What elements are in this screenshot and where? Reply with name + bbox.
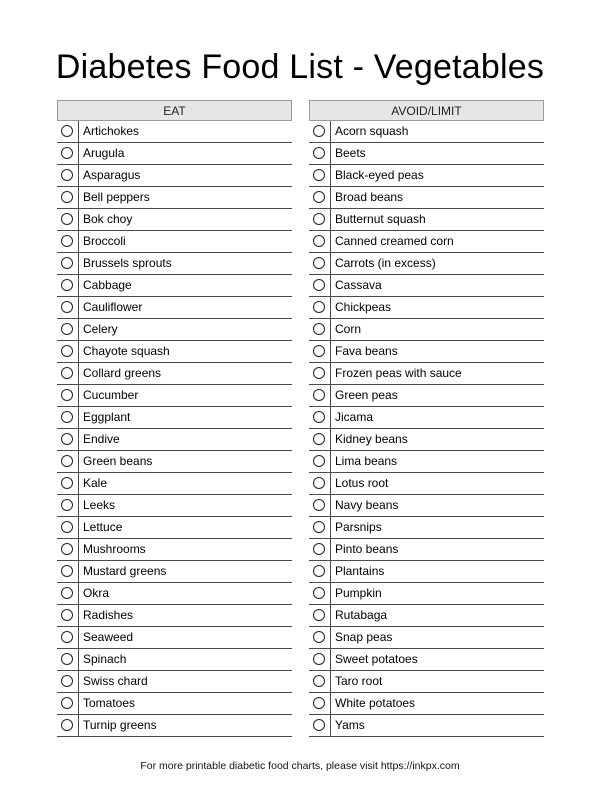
food-item-label: Seaweed (83, 630, 134, 644)
checkbox-circle-icon[interactable] (61, 345, 73, 357)
list-item (57, 143, 292, 165)
list-item (57, 671, 292, 693)
list-item (309, 539, 544, 561)
checkbox-circle-icon[interactable] (313, 367, 325, 379)
checkbox-circle-icon[interactable] (313, 653, 325, 665)
checkbox-circle-icon[interactable] (313, 455, 325, 467)
list-item (309, 407, 544, 429)
food-item-label: Beets (335, 146, 366, 160)
checkbox-cell (309, 297, 331, 318)
food-item-label: Bok choy (83, 212, 133, 226)
checkbox-circle-icon[interactable] (61, 169, 73, 181)
list-item (309, 693, 544, 715)
food-item-label: Snap peas (335, 630, 393, 644)
list-item (309, 363, 544, 385)
checkbox-cell (309, 429, 331, 450)
food-item-label: Lettuce (83, 520, 123, 534)
food-item-label: Frozen peas with sauce (335, 366, 462, 380)
checkbox-circle-icon[interactable] (313, 279, 325, 291)
food-item-label: Brussels sprouts (83, 256, 172, 270)
checkbox-cell (309, 715, 331, 736)
checkbox-cell (309, 209, 331, 230)
checkbox-circle-icon[interactable] (313, 257, 325, 269)
food-item-label: Sweet potatoes (335, 652, 418, 666)
checkbox-circle-icon[interactable] (313, 323, 325, 335)
food-item-label: Broad beans (335, 190, 404, 204)
food-item-label: Lotus root (335, 476, 389, 490)
food-item-label: Arugula (83, 146, 125, 160)
list-item (309, 671, 544, 693)
list-item (57, 715, 292, 737)
food-item-label: Cabbage (83, 278, 132, 292)
list-item (57, 561, 292, 583)
list-item (57, 649, 292, 671)
checkbox-circle-icon[interactable] (61, 543, 73, 555)
food-item-label: Canned creamed corn (335, 234, 454, 248)
checkbox-circle-icon[interactable] (61, 389, 73, 401)
food-item-label: Tomatoes (83, 696, 136, 710)
list-item (57, 583, 292, 605)
list-item (309, 605, 544, 627)
eat-column (57, 100, 292, 737)
food-item-label: Green beans (83, 454, 153, 468)
food-item-label: Asparagus (83, 168, 141, 182)
checkbox-circle-icon[interactable] (313, 543, 325, 555)
food-item-label: Kidney beans (335, 432, 408, 446)
checkbox-cell (57, 407, 79, 428)
food-item-label: Kale (83, 476, 108, 490)
checkbox-circle-icon[interactable] (313, 609, 325, 621)
list-item (57, 385, 292, 407)
food-item-label: Pumpkin (335, 586, 382, 600)
food-item-label: Swiss chard (83, 674, 148, 688)
list-item (309, 231, 544, 253)
food-item-label: Celery (83, 322, 118, 336)
avoid-column (309, 100, 544, 737)
checkbox-circle-icon[interactable] (61, 147, 73, 159)
food-item-label: Mustard greens (83, 564, 167, 578)
checkbox-cell (309, 253, 331, 274)
list-item (57, 693, 292, 715)
footer-note: For more printable diabetic food charts, please visit https://inkpx.com (140, 760, 460, 772)
checkbox-circle-icon[interactable] (61, 367, 73, 379)
food-item-label: Carrots (in excess) (335, 256, 436, 270)
checkbox-circle-icon[interactable] (313, 125, 325, 137)
food-item-label: Green peas (335, 388, 398, 402)
checkbox-circle-icon[interactable] (313, 697, 325, 709)
checkbox-circle-icon[interactable] (313, 719, 325, 731)
checkbox-circle-icon[interactable] (61, 587, 73, 599)
checkbox-cell (309, 583, 331, 604)
food-item-label: Turnip greens (83, 718, 157, 732)
checkbox-cell (57, 539, 79, 560)
list-item (57, 231, 292, 253)
checkbox-circle-icon[interactable] (61, 675, 73, 687)
checkbox-cell (57, 231, 79, 252)
checkbox-cell (57, 583, 79, 604)
list-item (309, 429, 544, 451)
food-item-label: Butternut squash (335, 212, 426, 226)
food-item-label: Fava beans (335, 344, 398, 358)
list-item (57, 209, 292, 231)
food-item-label: Parsnips (335, 520, 382, 534)
checkbox-cell (309, 561, 331, 582)
list-item (57, 429, 292, 451)
list-item (309, 341, 544, 363)
list-item (309, 121, 544, 143)
list-item (57, 297, 292, 319)
checkbox-circle-icon[interactable] (61, 125, 73, 137)
checkbox-cell (309, 231, 331, 252)
food-item-label: Radishes (83, 608, 134, 622)
checkbox-cell (309, 385, 331, 406)
checkbox-circle-icon[interactable] (61, 279, 73, 291)
checkbox-cell (309, 539, 331, 560)
checkbox-cell (57, 649, 79, 670)
list-item (309, 209, 544, 231)
checkbox-cell (309, 671, 331, 692)
list-item (57, 407, 292, 429)
food-item-label: Corn (335, 322, 362, 336)
checkbox-cell (309, 121, 331, 142)
checkbox-cell (57, 363, 79, 384)
food-item-label: Broccoli (83, 234, 126, 248)
list-item (309, 319, 544, 341)
list-item (309, 517, 544, 539)
checkbox-cell (57, 627, 79, 648)
checkbox-circle-icon[interactable] (61, 213, 73, 225)
food-item-label: Pinto beans (335, 542, 399, 556)
checkbox-cell (57, 297, 79, 318)
food-item-label: Okra (83, 586, 110, 600)
list-item (309, 297, 544, 319)
list-item (57, 605, 292, 627)
checkbox-circle-icon[interactable] (61, 565, 73, 577)
list-item (309, 627, 544, 649)
list-item (57, 341, 292, 363)
list-item (57, 473, 292, 495)
food-item-label: Navy beans (335, 498, 399, 512)
checkbox-cell (57, 341, 79, 362)
checkbox-cell (57, 121, 79, 142)
checkbox-cell (57, 143, 79, 164)
list-item (309, 649, 544, 671)
checkbox-cell (57, 517, 79, 538)
food-item-label: Chayote squash (83, 344, 170, 358)
list-item (309, 275, 544, 297)
checkbox-circle-icon[interactable] (61, 411, 73, 423)
list-item (309, 495, 544, 517)
food-item-label: Acorn squash (335, 124, 409, 138)
checkbox-cell (309, 165, 331, 186)
checkbox-circle-icon[interactable] (61, 323, 73, 335)
checkbox-cell (57, 209, 79, 230)
checkbox-circle-icon[interactable] (61, 235, 73, 247)
checkbox-cell (309, 407, 331, 428)
checkbox-circle-icon[interactable] (61, 301, 73, 313)
food-item-label: Spinach (83, 652, 127, 666)
checkbox-cell (309, 649, 331, 670)
checkbox-cell (57, 605, 79, 626)
checkbox-circle-icon[interactable] (313, 213, 325, 225)
checkbox-cell (309, 627, 331, 648)
checkbox-cell (57, 275, 79, 296)
checkbox-circle-icon[interactable] (313, 631, 325, 643)
page-title: Diabetes Food List - Vegetables (55, 48, 545, 86)
checkbox-cell (309, 143, 331, 164)
checkbox-cell (309, 451, 331, 472)
checkbox-circle-icon[interactable] (61, 455, 73, 467)
checkbox-circle-icon[interactable] (313, 345, 325, 357)
checkbox-cell (309, 187, 331, 208)
list-item (309, 451, 544, 473)
checkbox-cell (309, 275, 331, 296)
checkbox-cell (57, 671, 79, 692)
checkbox-circle-icon[interactable] (61, 433, 73, 445)
list-item (309, 715, 544, 737)
food-item-label: Endive (83, 432, 120, 446)
checkbox-circle-icon[interactable] (313, 235, 325, 247)
list-item (309, 473, 544, 495)
checkbox-circle-icon[interactable] (61, 697, 73, 709)
checkbox-circle-icon[interactable] (61, 653, 73, 665)
eat-column-header: EAT (57, 100, 292, 121)
list-item (309, 143, 544, 165)
avoid-column-header: AVOID/LIMIT (309, 100, 544, 121)
food-item-label: Artichokes (83, 124, 140, 138)
checkbox-cell (57, 253, 79, 274)
list-item (57, 187, 292, 209)
checkbox-circle-icon[interactable] (61, 609, 73, 621)
checkbox-circle-icon[interactable] (313, 477, 325, 489)
food-item-label: Collard greens (83, 366, 162, 380)
checkbox-cell (309, 319, 331, 340)
checkbox-circle-icon[interactable] (61, 631, 73, 643)
checkbox-cell (309, 341, 331, 362)
checkbox-circle-icon[interactable] (61, 719, 73, 731)
list-item (57, 319, 292, 341)
checkbox-circle-icon[interactable] (313, 169, 325, 181)
checkbox-cell (309, 605, 331, 626)
food-item-label: Chickpeas (335, 300, 392, 314)
checkbox-circle-icon[interactable] (313, 191, 325, 203)
checkbox-circle-icon[interactable] (313, 301, 325, 313)
checkbox-cell (57, 429, 79, 450)
eat-list (57, 121, 292, 737)
checkbox-circle-icon[interactable] (313, 587, 325, 599)
food-item-label: Bell peppers (83, 190, 150, 204)
checkbox-cell (57, 385, 79, 406)
checkbox-cell (309, 473, 331, 494)
checkbox-cell (57, 495, 79, 516)
checkbox-cell (309, 495, 331, 516)
list-item (309, 165, 544, 187)
list-item (57, 539, 292, 561)
food-item-label: Plantains (335, 564, 385, 578)
checkbox-circle-icon[interactable] (313, 675, 325, 687)
list-item (309, 253, 544, 275)
food-item-label: Yams (335, 718, 365, 732)
list-item (57, 627, 292, 649)
checkbox-circle-icon[interactable] (313, 433, 325, 445)
checkbox-cell (57, 693, 79, 714)
checkbox-cell (57, 561, 79, 582)
list-item (57, 451, 292, 473)
food-item-label: Cauliflower (83, 300, 143, 314)
food-item-label: Lima beans (335, 454, 398, 468)
avoid-list (309, 121, 544, 737)
checkbox-circle-icon[interactable] (313, 499, 325, 511)
food-item-label: Leeks (83, 498, 116, 512)
checkbox-circle-icon[interactable] (313, 521, 325, 533)
checkbox-circle-icon[interactable] (313, 411, 325, 423)
list-item (57, 253, 292, 275)
checkbox-cell (309, 363, 331, 384)
food-item-label: Rutabaga (335, 608, 388, 622)
list-item (309, 561, 544, 583)
checkbox-circle-icon[interactable] (61, 477, 73, 489)
list-item (57, 517, 292, 539)
list-item (57, 363, 292, 385)
checkbox-circle-icon[interactable] (313, 389, 325, 401)
food-item-label: Cucumber (83, 388, 139, 402)
food-item-label: Cassava (335, 278, 382, 292)
food-item-label: White potatoes (335, 696, 416, 710)
list-item (309, 187, 544, 209)
list-item (309, 583, 544, 605)
food-item-label: Jicama (335, 410, 374, 424)
checkbox-cell (57, 319, 79, 340)
checkbox-cell (57, 715, 79, 736)
checkbox-circle-icon[interactable] (61, 257, 73, 269)
checkbox-cell (309, 517, 331, 538)
food-item-label: Eggplant (83, 410, 131, 424)
list-item (57, 495, 292, 517)
checkbox-circle-icon[interactable] (313, 565, 325, 577)
food-item-label: Black-eyed peas (335, 168, 424, 182)
checkbox-circle-icon[interactable] (61, 499, 73, 511)
checkbox-circle-icon[interactable] (313, 147, 325, 159)
checkbox-circle-icon[interactable] (61, 191, 73, 203)
checkbox-circle-icon[interactable] (61, 521, 73, 533)
checkbox-cell (57, 451, 79, 472)
checkbox-cell (57, 165, 79, 186)
checkbox-cell (57, 187, 79, 208)
checkbox-cell (309, 693, 331, 714)
checkbox-cell (57, 473, 79, 494)
list-item (57, 165, 292, 187)
list-item (57, 121, 292, 143)
list-item (57, 275, 292, 297)
food-item-label: Taro root (335, 674, 383, 688)
list-item (309, 385, 544, 407)
food-item-label: Mushrooms (83, 542, 146, 556)
